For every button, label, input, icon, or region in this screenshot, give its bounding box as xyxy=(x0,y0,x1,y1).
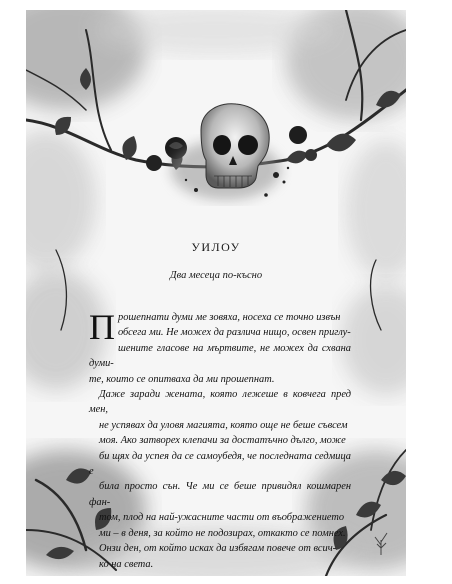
text-line: Даже заради жената, която лежеше в ковчега пред мен, xyxy=(89,389,351,416)
text-line: том, плод на най-ужасните части от въображението xyxy=(99,512,345,524)
page-text xyxy=(26,10,406,576)
drop-cap: П xyxy=(89,307,115,347)
text-line: рошепнати думи ме зовяха, носеха се точно извън xyxy=(118,312,341,323)
text-line: те, които се опитваха да ми прошепнат. xyxy=(89,373,275,385)
text-line: ко на света. xyxy=(99,558,154,570)
text-line: Онзи ден, от който исках да избягам повече от всич- xyxy=(99,543,337,555)
text-line: моя. Ако затворех клепачи за достатъчно дълго, може xyxy=(99,435,346,447)
book-page xyxy=(26,10,406,576)
paragraph-3 xyxy=(89,541,351,572)
paragraph-2 xyxy=(89,387,351,541)
text-line: би щях да успея да се самоубедя, че последната седмица е xyxy=(89,450,351,478)
chapter-title: УИЛОУ xyxy=(191,240,241,254)
text-line: обсега ми. Не можех да различа нищо, освен приглу- xyxy=(118,327,351,339)
text-line: шените гласове на мъртвите, не можех да схвана думи- xyxy=(89,342,351,370)
text-line: била просто сън. Че ми се беше привидял кошмарен фан- xyxy=(89,481,351,508)
chapter-subtitle: Два месеца по-късно xyxy=(169,270,263,281)
chapter-body xyxy=(89,307,351,572)
paragraph-1 xyxy=(89,307,351,387)
text-line: не успявах да уловя магията, която още не беше съвсем xyxy=(99,419,348,431)
text-line: ми – в деня, за който не подозирах, откакто се помнех. xyxy=(99,527,346,539)
